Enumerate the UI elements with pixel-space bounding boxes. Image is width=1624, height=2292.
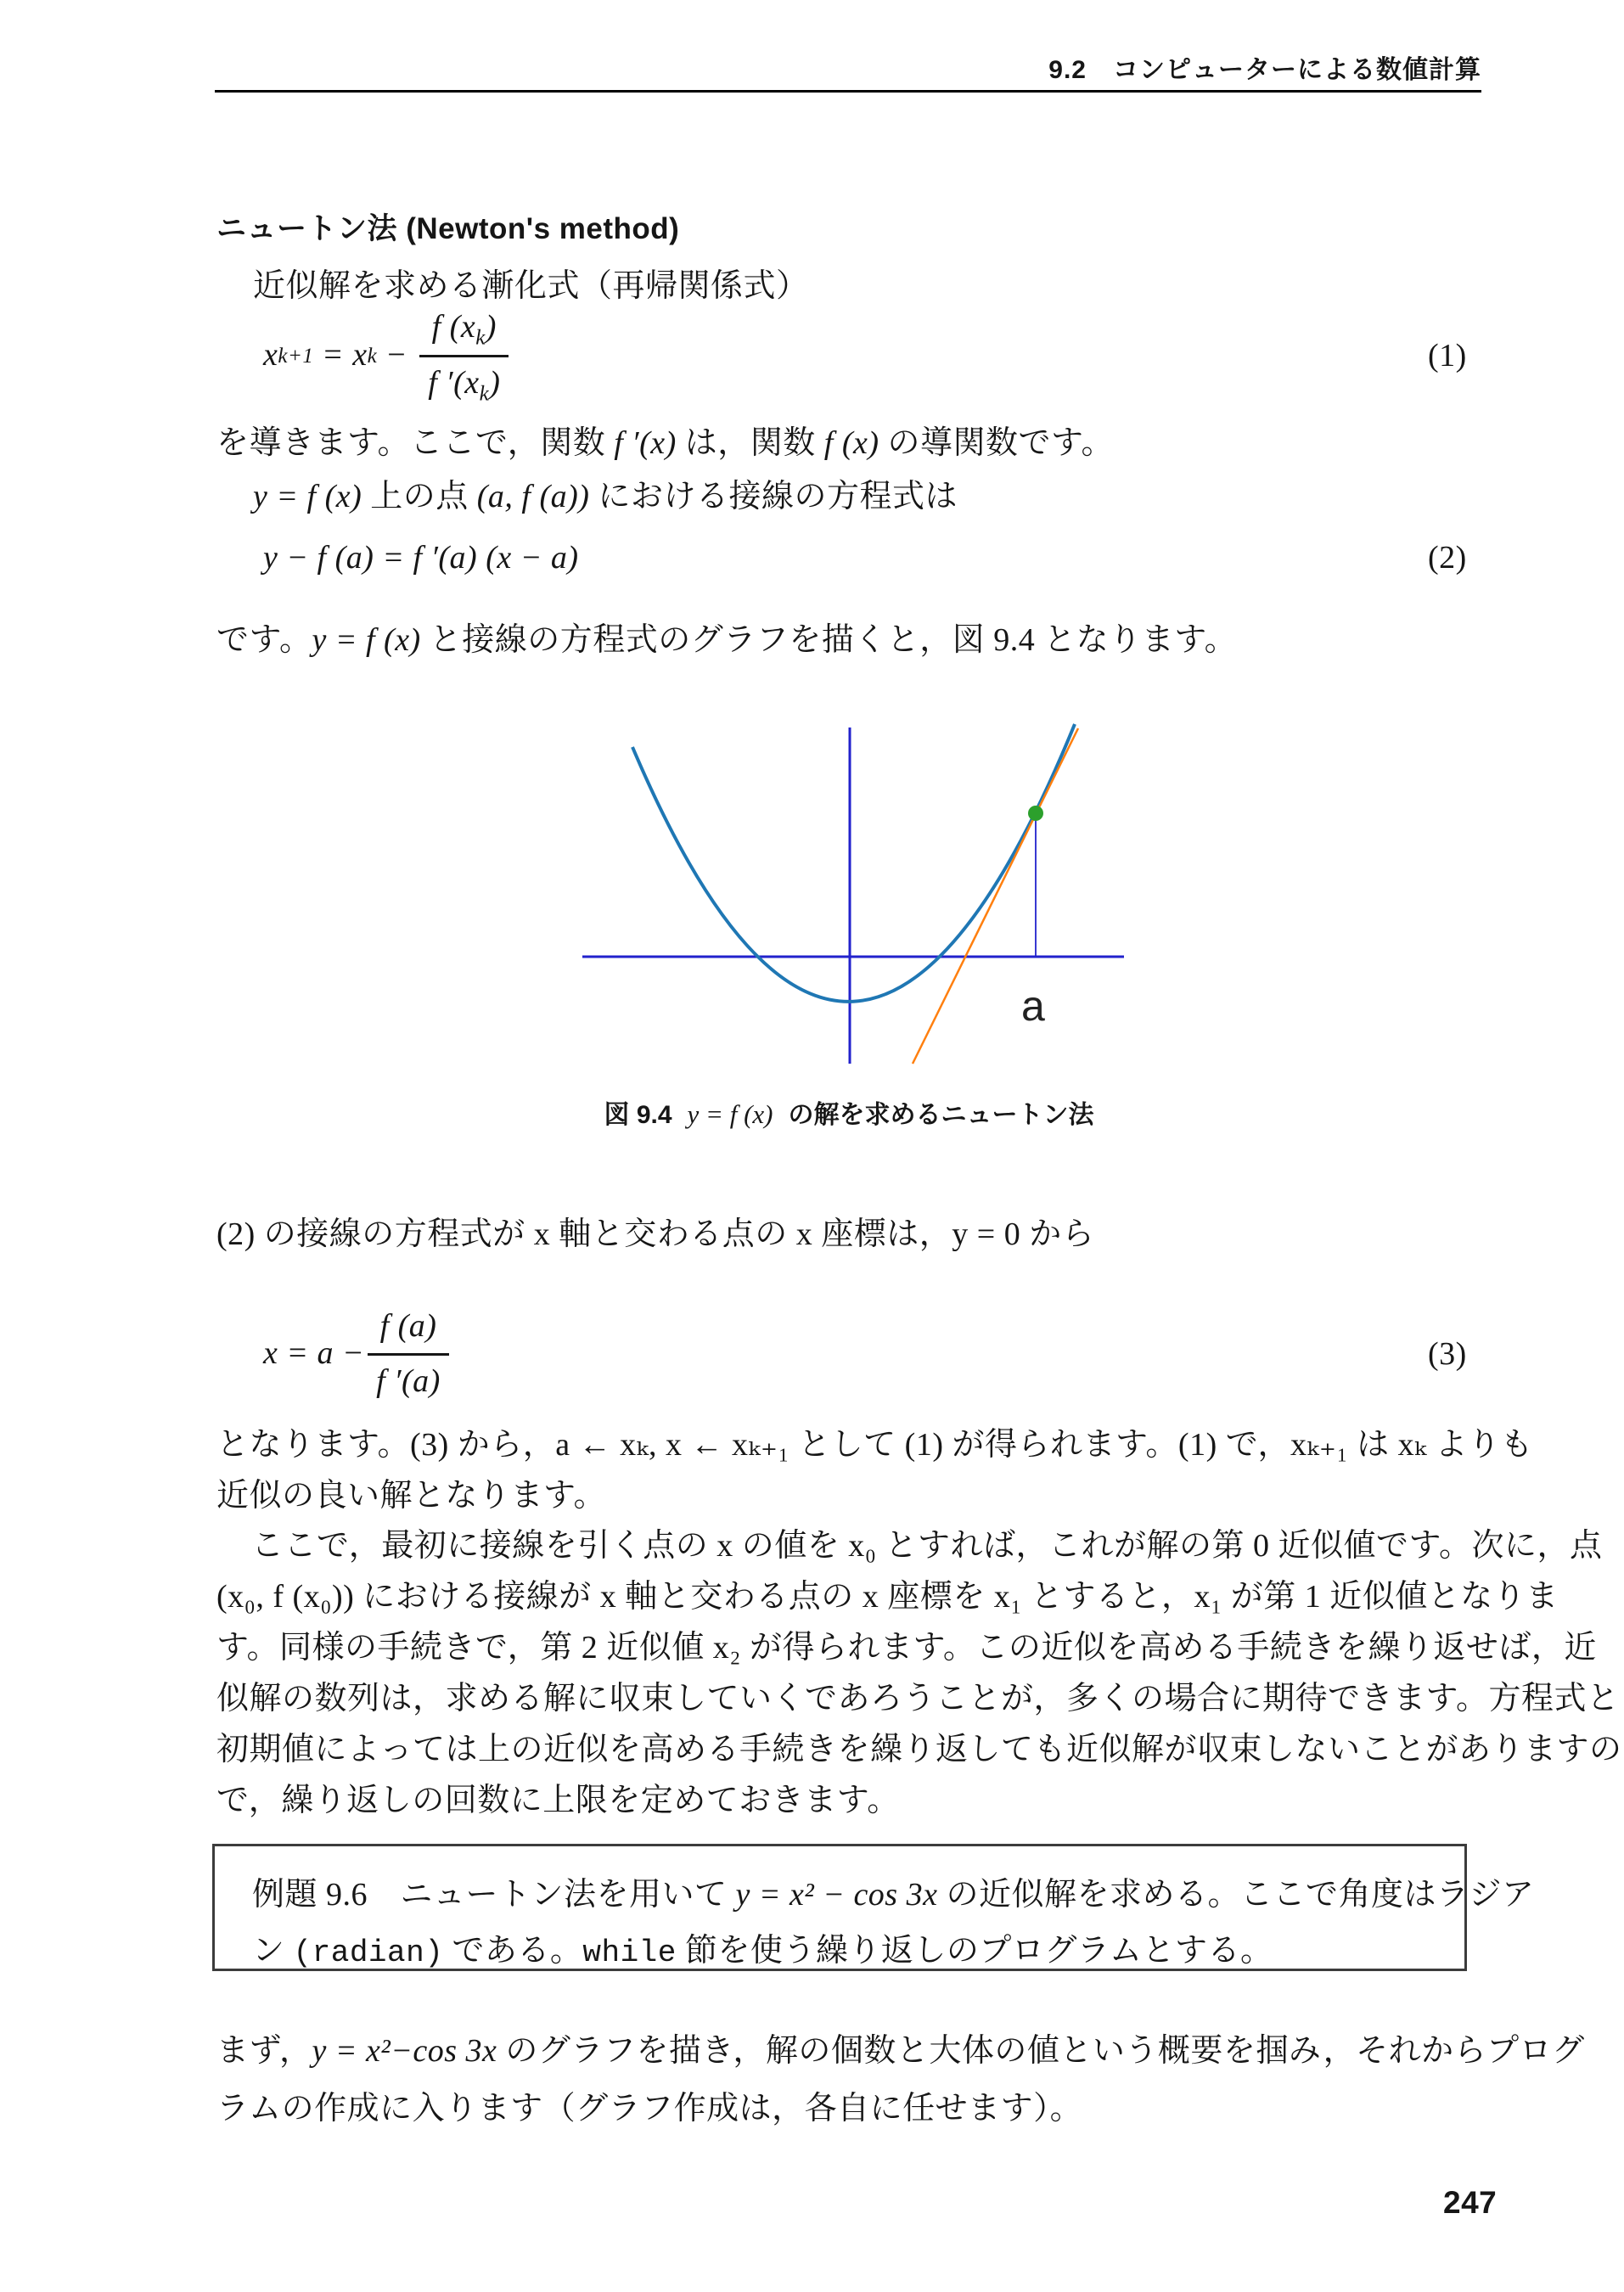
eq1-var: x xyxy=(352,337,368,374)
tangent-line xyxy=(913,728,1078,1064)
intro-line: 近似解を求める漸化式（再帰関係式） xyxy=(253,268,809,304)
example-box xyxy=(212,1844,1535,1971)
equation-1-number: (1) xyxy=(1428,338,1467,374)
eq1-minus: − xyxy=(387,337,407,374)
body-line: (x₀, f (x₀)) における接線が x 軸と交わる点の x 座標を x₁ とすると，x₁ が第 1 近似値となりま xyxy=(216,1579,1559,1615)
example-line: ン (radian) である。while 節を使う繰り返しのプログラムとする。 xyxy=(252,1933,1273,1970)
body-line: まず，y = x²−cos 3x のグラフを描き，解の個数と大体の値という概要を掴み，それからプログ xyxy=(216,2033,1585,2069)
header-rule xyxy=(215,90,1481,93)
body-line: で，繰り返しの回数に上限を定めておきます。 xyxy=(216,1783,900,1818)
body-line: 似解の数列は，求める解に収束していくであろうことが，多くの場合に期待できます。方程式と xyxy=(216,1681,1620,1716)
equation-3: x = a − $\frac{f (a)}{f '(a)}$ xyxy=(263,1306,449,1402)
running-head: 9.2 コンピューターによる数値計算 xyxy=(1048,56,1481,84)
tangent-point xyxy=(1028,806,1043,821)
eq1-var: x xyxy=(263,337,278,374)
section-title: ニュートン法 (Newton's method) xyxy=(216,212,680,245)
body-line: となります。(3) から，a ← xₖ, x ← xₖ₊₁ として (1) が得られます。(1) で，xₖ₊₁ は xₖ よりも xyxy=(216,1427,1534,1463)
eq1-sub: k xyxy=(367,344,378,368)
figure-number: 図 9.4 xyxy=(604,1101,672,1129)
body-line: 近似の良い解となります。 xyxy=(216,1478,606,1514)
equation-2: y − f (a) = f ′(a) (x − a) xyxy=(263,540,579,576)
body-line: 初期値によっては上の近似を高める手続きを繰り返しても近似解が収束しないことがありますの xyxy=(216,1732,1622,1767)
eq1-fraction: $\frac{f (x_k)}{f '(x_k)}$ xyxy=(419,307,509,404)
equation-3-number: (3) xyxy=(1428,1336,1467,1372)
equation-1 xyxy=(263,307,509,404)
body-line: を導きます。ここで，関数 f ′(x) は，関数 f (x) の導関数です。 xyxy=(216,425,1114,461)
body-line: す。同様の手続きで，第 2 近似値 x₂ が得られます。この近似を高める手続きを繰り返せば，近 xyxy=(216,1630,1597,1666)
code-token: while xyxy=(582,1935,677,1970)
example-line: 例題 9.6 ニュートン法を用いて y = x² − cos 3x の近似解を求める。ここで角度はラジア xyxy=(252,1877,1535,1913)
figure-plot xyxy=(560,713,1129,1074)
body-line: (2) の接線の方程式が x 軸と交わる点の x 座標は，y = 0 から xyxy=(216,1216,1095,1252)
caption-text: の解を求めるニュートン法 xyxy=(788,1101,1094,1129)
body-line: です。y = f (x) と接線の方程式のグラフを描くと，図 9.4 となります。 xyxy=(216,622,1238,658)
figure-caption xyxy=(216,1093,1481,1131)
eq3-fraction: $\frac{f (a)}{f '(a)}$ xyxy=(368,1306,449,1402)
eq1-equals: = xyxy=(323,337,343,374)
page-number: 247 xyxy=(1443,2185,1498,2220)
code-token: (radian) xyxy=(293,1935,444,1970)
function-curve xyxy=(632,724,1075,1002)
body-line: ここで，最初に接線を引く点の x の値を x₀ とすれば，これが解の第 0 近似値です。次に，点 xyxy=(251,1528,1603,1564)
eq1-sub: k+1 xyxy=(278,344,314,368)
point-a-label: a xyxy=(1021,982,1045,1030)
example-label: 例題 9.6 xyxy=(252,1877,368,1913)
equation-2-number: (2) xyxy=(1428,540,1467,576)
body-line: ラムの作成に入ります（グラフ作成は，各自に任せます）。 xyxy=(216,2091,1083,2126)
caption-math: y = f (x) xyxy=(687,1099,773,1129)
body-line: y = f (x) 上の点 (a, f (a)) における接線の方程式は xyxy=(253,479,958,514)
